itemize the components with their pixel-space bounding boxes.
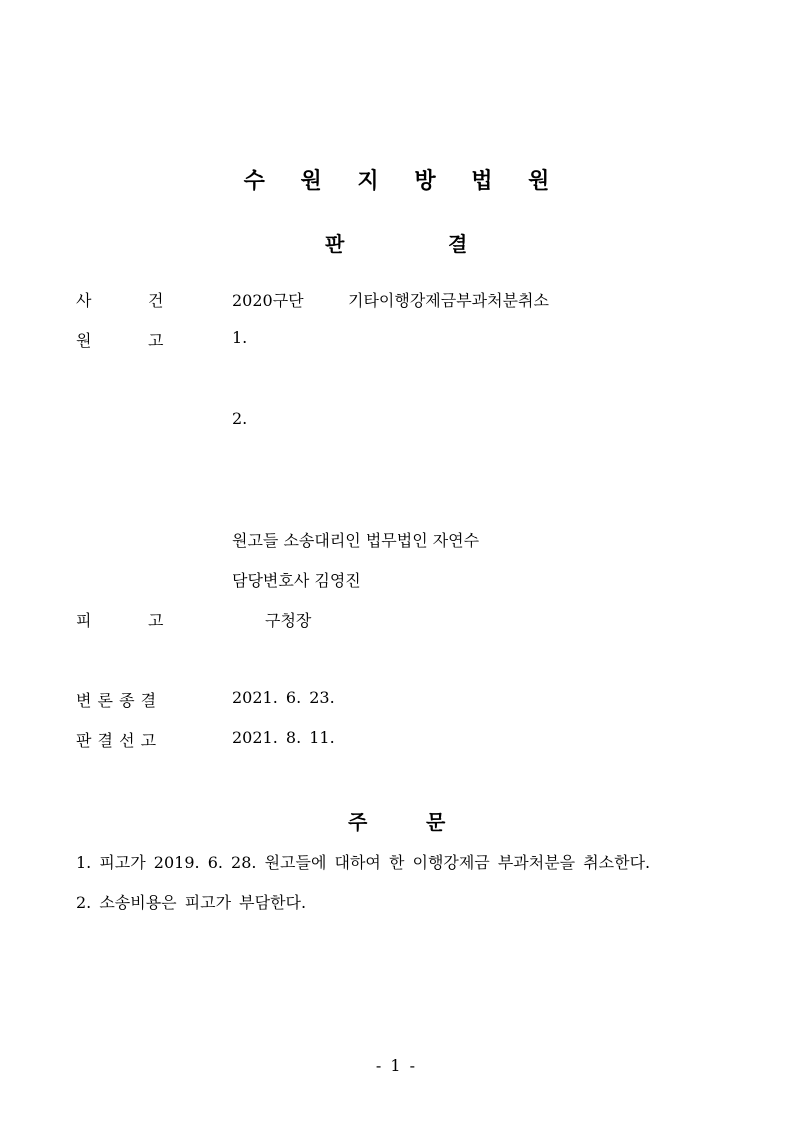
- case-name: 기타이행강제금부과처분취소: [348, 291, 549, 310]
- order-item-1: 1. 피고가 2019. 6. 28. 원고들에 대하여 한 이행강제금 부과처분을 취소한다.: [76, 853, 651, 872]
- defendant-name: 구청장: [265, 611, 312, 630]
- case-label-right: 건: [148, 291, 164, 310]
- plaintiff-label-left: 원: [76, 331, 92, 350]
- defendant-label-left: 피: [76, 611, 92, 630]
- plaintiff-1: 1.: [232, 328, 248, 347]
- court-name: 수 원 지 방 법 원: [243, 169, 564, 194]
- page-number: - 1 -: [375, 1056, 418, 1075]
- case-number: 2020구단: [232, 291, 304, 310]
- plaintiff-label-right: 고: [148, 331, 164, 350]
- order-item-2: 2. 소송비용은 피고가 부담한다.: [76, 893, 307, 912]
- doc-title-left: 판: [325, 232, 345, 256]
- closing-label: 변 론 종 결: [76, 691, 157, 710]
- case-label-left: 사: [76, 291, 92, 310]
- counsel-line-1: 원고들 소송대리인 법무법인 자연수: [232, 531, 480, 550]
- doc-title-right: 결: [448, 232, 468, 256]
- defendant-label-right: 고: [148, 611, 164, 630]
- counsel-line-2: 담당변호사 김영진: [232, 571, 361, 590]
- order-title-left: 주: [348, 810, 368, 834]
- plaintiff-2: 2.: [232, 409, 248, 428]
- order-title-right: 문: [426, 810, 446, 834]
- closing-date: 2021. 6. 23.: [232, 688, 335, 707]
- judgment-date: 2021. 8. 11.: [232, 728, 335, 747]
- judgment-label: 판 결 선 고: [76, 731, 157, 750]
